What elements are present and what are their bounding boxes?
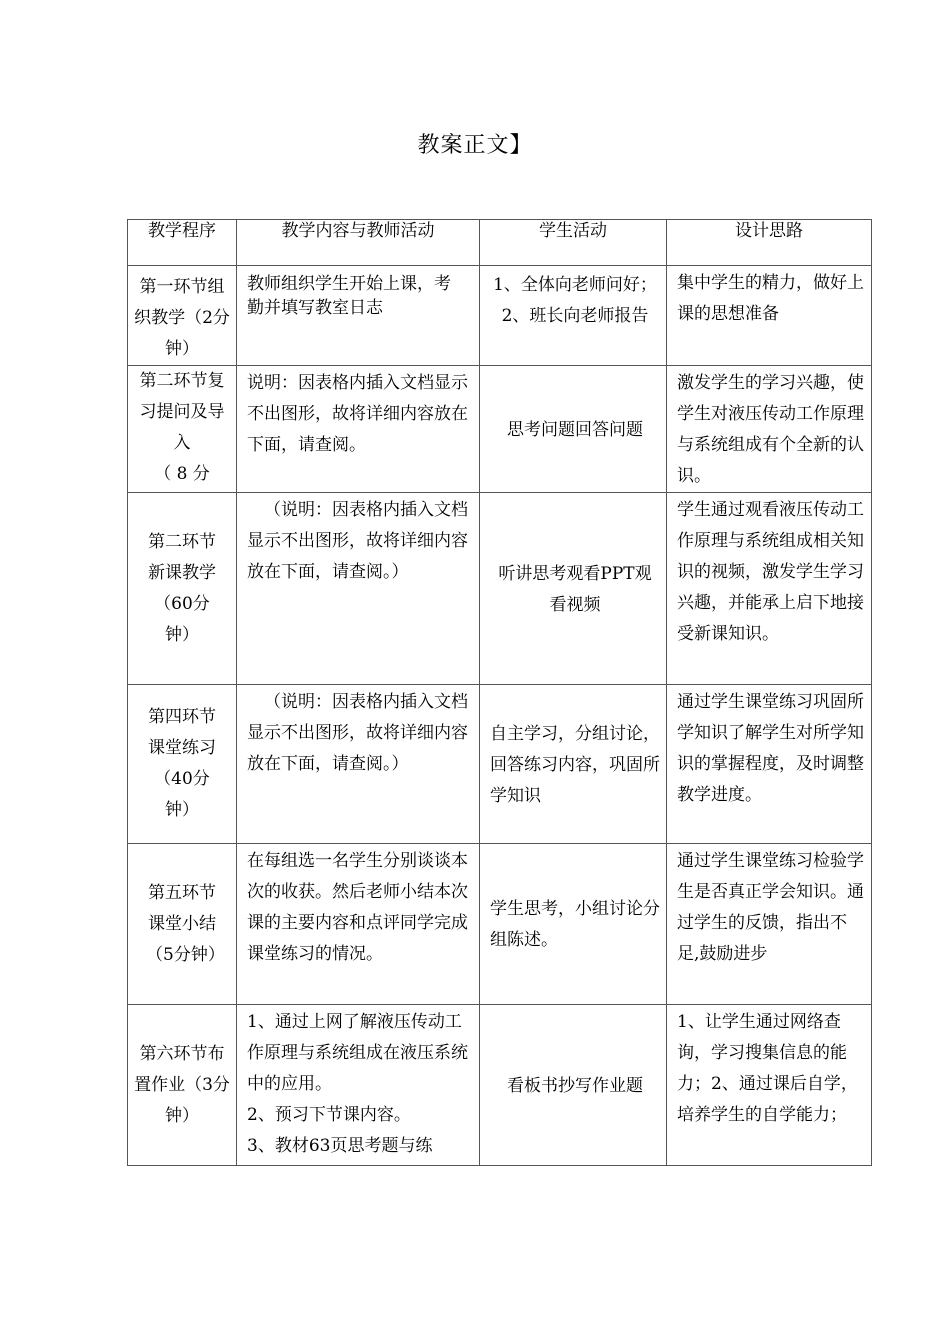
header-content: 教学内容与教师活动 [237, 220, 480, 266]
lesson-plan-table [127, 219, 872, 1166]
table-row [128, 1005, 872, 1166]
stage-cell: 第四环节课堂练习（40分钟） [128, 685, 237, 844]
stage-cell: 第一环节组织教学（2分钟） [128, 266, 237, 366]
student-cell: 学生思考，小组讨论分组陈述。 [480, 844, 667, 1005]
content-cell: （说明：因表格内插入文档显示不出图形，故将详细内容放在下面，请查阅。） [237, 685, 480, 844]
table-row [128, 266, 872, 366]
page-title: 教案正文】 [417, 133, 533, 158]
design-cell: 通过学生课堂练习检验学生是否真正学会知识。通过学生的反馈，指出不足,鼓励进步 [667, 844, 872, 1005]
design-cell: 通过学生课堂练习巩固所学知识了解学生对所学知识的掌握程度，及时调整教学进度。 [667, 685, 872, 844]
design-cell: 激发学生的学习兴趣，使学生对液压传动工作原理与系统组成有个全新的认识。 [667, 366, 872, 493]
table-row [128, 366, 872, 493]
stage-cell: 第六环节布置作业（3分钟） [128, 1005, 237, 1166]
student-cell: 自主学习，分组讨论，回答练习内容，巩固所学知识 [480, 685, 667, 844]
header-student: 学生活动 [480, 220, 667, 266]
table-row [128, 493, 872, 685]
student-cell: 看板书抄写作业题 [480, 1005, 667, 1166]
header-design: 设计思路 [667, 220, 872, 266]
design-cell: 学生通过观看液压传动工作原理与系统组成相关知识的视频，激发学生学习兴趣，并能承上启下地接受新课知识。 [667, 493, 872, 685]
stage-cell: 第二环节复习提问及导入 （ 8 分 [128, 366, 237, 493]
design-cell: 1、让学生通过网络查询，学习搜集信息的能力；2、通过课后自学，培养学生的自学能力； [667, 1005, 872, 1166]
table-row [128, 685, 872, 844]
table-row [128, 844, 872, 1005]
table-header-row [128, 220, 872, 266]
design-cell: 集中学生的精力，做好上课的思想准备 [667, 266, 872, 366]
student-cell: 1、全体向老师问好； 2、班长向老师报告 [480, 266, 667, 366]
content-cell: （说明：因表格内插入文档显示不出图形，故将详细内容放在下面，请查阅。） [237, 493, 480, 685]
student-cell: 听讲思考观看PPT观看视频 [480, 493, 667, 685]
content-cell: 教师组织学生开始上课，考 勤并填写教室日志 [237, 266, 480, 366]
stage-cell: 第二环节新课教学（60分钟） [128, 493, 237, 685]
content-cell: 在每组选一名学生分别谈谈本次的收获。然后老师小结本次课的主要内容和点评同学完成课堂练习的情况。 [237, 844, 480, 1005]
student-cell: 思考问题回答问题 [480, 366, 667, 493]
stage-cell: 第五环节课堂小结（5分钟） [128, 844, 237, 1005]
header-stage: 教学程序 [128, 220, 237, 266]
content-cell: 1、通过上网了解液压传动工作原理与系统组成在液压系统中的应用。 2、预习下节课内容。 3、教材63页思考题与练 [237, 1005, 480, 1166]
content-cell: 说明：因表格内插入文档显示不出图形，故将详细内容放在下面，请查阅。 [237, 366, 480, 493]
